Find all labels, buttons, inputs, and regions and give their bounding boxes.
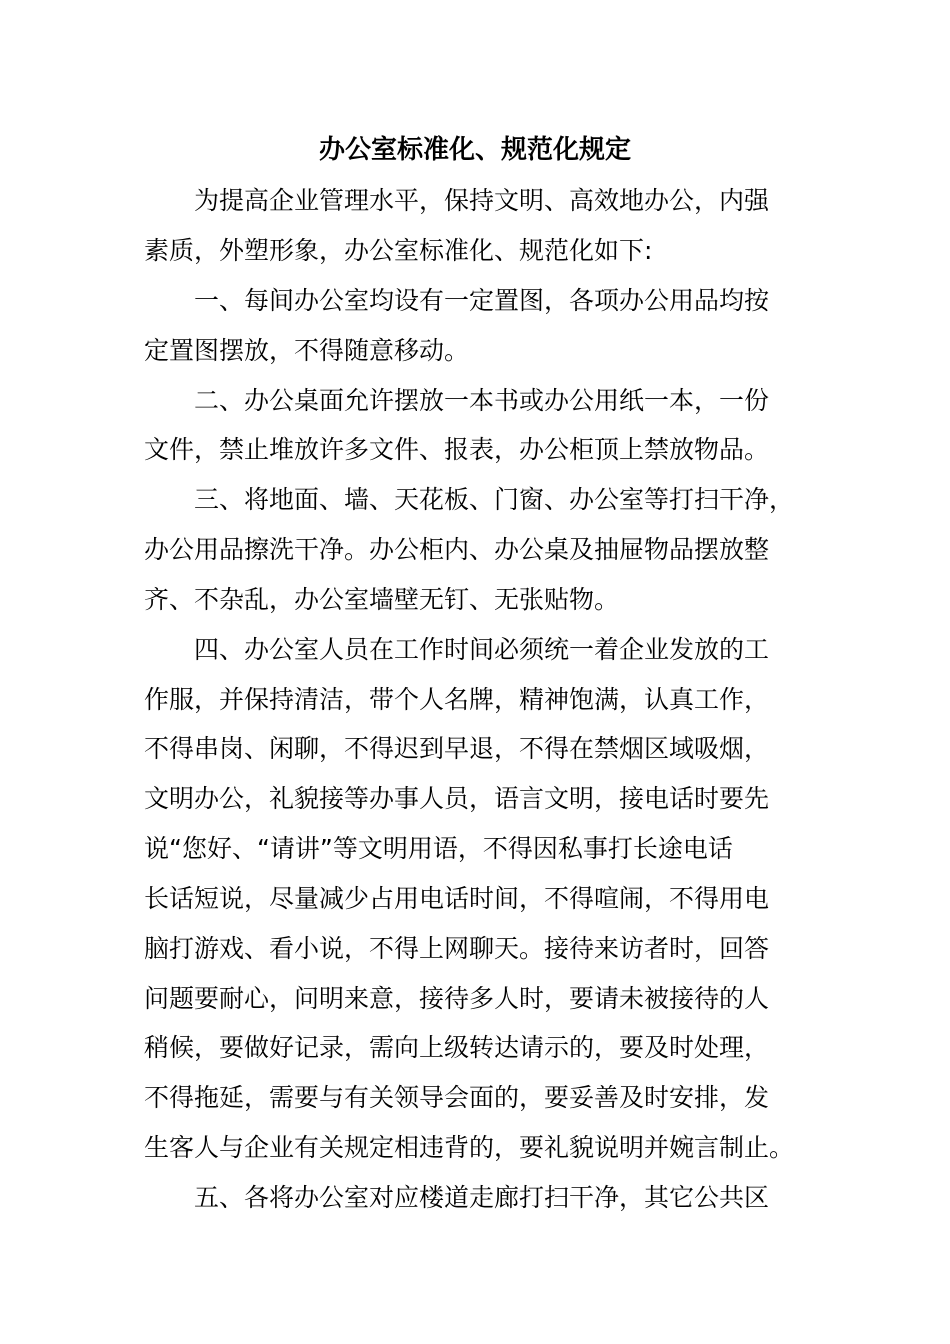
body-line: 定置图摆放，不得随意移动。 [144, 336, 470, 365]
body-line: 二、办公桌面允许摆放一本书或办公用纸一本，一份 [194, 386, 770, 415]
body-line: 三、将地面、墙、天花板、门窗、办公室等打扫干净， [194, 485, 795, 514]
body-line: 素质，外塑形象，办公室标准化、规范化如下: [144, 236, 653, 265]
body-line: 文明办公，礼貌接等办事人员，语言文明，接电话时要先 [144, 784, 770, 813]
document-title: 办公室标准化、规范化规定 [318, 135, 631, 165]
body-line: 稍候，要做好记录，需向上级转达请示的，要及时处理， [144, 1033, 770, 1062]
body-line: 问题要耐心，问明来意，接待多人时，要请未被接待的人 [144, 984, 770, 1013]
body-line: 不得拖延，需要与有关领导会面的，要妥善及时安排，发 [144, 1083, 770, 1112]
body-line: 脑打游戏、看小说，不得上网聊天。接待来访者时，回答 [144, 934, 770, 963]
body-line: 五、各将办公室对应楼道走廊打扫干净，其它公共区 [194, 1183, 770, 1212]
body-line: 长话短说，尽量减少占用电话时间，不得喧闹，不得用电 [144, 884, 770, 913]
body-line: 说“您好、“请讲”等文明用语，不得因私事打长途电话 [144, 834, 733, 863]
body-line: 四、办公室人员在工作时间必须统一着企业发放的工 [194, 635, 770, 664]
body-line: 文件，禁止堆放许多文件、报表，办公柜顶上禁放物品。 [144, 435, 770, 464]
body-line: 不得串岗、闲聊，不得迟到早退，不得在禁烟区域吸烟， [144, 734, 770, 763]
body-line: 为提高企业管理水平，保持文明、高效地办公，内强 [194, 186, 770, 215]
body-line: 作服，并保持清洁，带个人名牌，精神饱满，认真工作， [144, 685, 770, 714]
body-line: 齐、不杂乱，办公室墙壁无钉、无张贴物。 [144, 585, 620, 614]
body-line: 一、每间办公室均设有一定置图，各项办公用品均按 [194, 286, 770, 315]
body-line: 办公用品擦洗干净。办公柜内、办公桌及抽屉物品摆放整 [144, 535, 770, 564]
body-line: 生客人与企业有关规定相违背的，要礼貌说明并婉言制止。 [144, 1133, 795, 1162]
